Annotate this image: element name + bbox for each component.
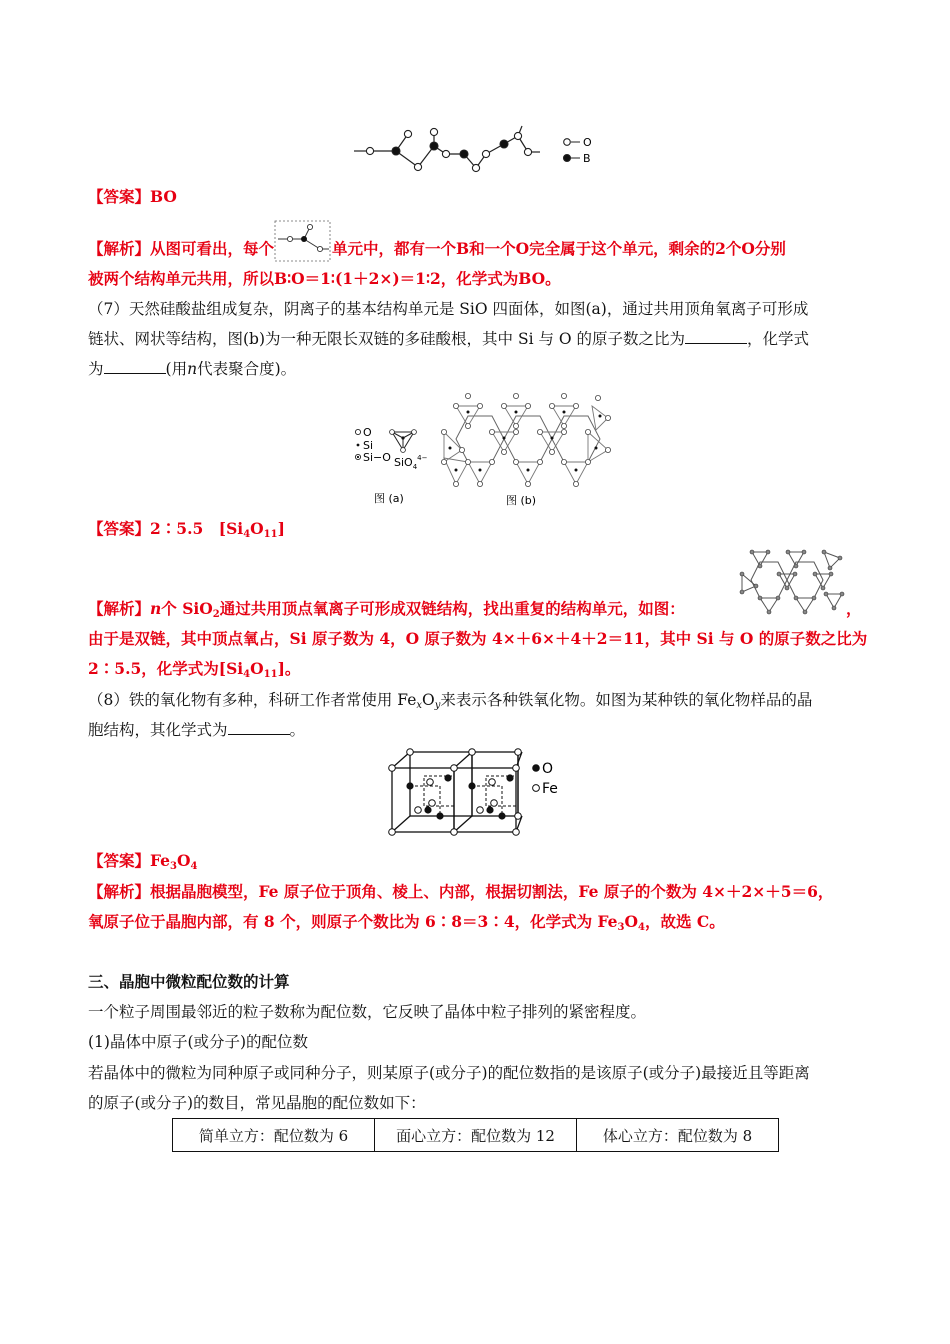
table-cell: 面心立方：配位数为 12 (375, 1119, 577, 1152)
answer-blank[interactable] (685, 328, 747, 344)
q7-text-line3: 为 (用n代表聚合度)。 (88, 360, 297, 378)
legend-o-label: O (363, 426, 372, 439)
iron-oxide-cell-figure (388, 748, 568, 840)
legend-o-label: O (583, 136, 592, 149)
q8-answer: 【答案】$Fe_3O_4$ (88, 851, 198, 872)
q6-analysis-line1: 【解析】从图可看出，每个 单元中，都有一个B和一个O完全属于这个单元，剩余的2个O分别 (88, 234, 864, 265)
sio4-label: SiO$_4^{4-}$ (394, 454, 428, 471)
subsection-heading: (1)晶体中原子(或分子)的配位数 (88, 1033, 309, 1051)
silicate-figure-a (352, 420, 442, 508)
section-paragraph: 一个粒子周围最邻近的粒子数称为配位数，它反映了晶体中粒子排列的紧密程度。 (88, 1003, 647, 1021)
legend-o-label: O (542, 761, 554, 777)
q7-answer: 【答案】2∶5.5 $[Si_4O_{11}]$ (88, 519, 285, 540)
table-cell: 简单立方：配位数为 6 (173, 1119, 375, 1152)
q8-text-line2: 胞结构，其化学式为 。 (88, 721, 306, 739)
table-row (173, 1119, 779, 1152)
coordination-table (172, 1118, 779, 1152)
q7-analysis-line3: 2∶5.5，化学式为$[Si_4O_{11}]$。 (88, 659, 301, 680)
borate-chain-figure (352, 124, 602, 180)
q6-answer: 【答案】BO (88, 187, 177, 206)
legend-si-label: Si (363, 439, 374, 452)
q7-text-line1: （7）天然硅酸盐组成复杂，阴离子的基本结构单元是 SiO 四面体，如图(a)，通过共用顶角氧离子可形成 (88, 300, 809, 318)
legend-b-label: B (583, 152, 591, 165)
q7-analysis-line2: 由于是双链，其中顶点氧占，Si 原子数为 4，O 原子数为 4×＋6×＋4＋2＝11，其中 Si 与 O 的原子数之比为 (88, 629, 868, 648)
section-heading: 三、晶胞中微粒配位数的计算 (88, 972, 290, 991)
q6-analysis-line2: 被两个结构单元共用，所以B∶O＝1∶(1＋2×)＝1∶2，化学式为BO。 (88, 269, 561, 288)
answer-blank[interactable] (228, 719, 290, 735)
table-cell: 体心立方：配位数为 8 (577, 1119, 779, 1152)
silicate-figure-b (438, 392, 614, 508)
borate-unit-inline-figure (274, 227, 332, 257)
figure-b-caption: 图 (b) (506, 494, 537, 507)
q8-analysis-line1: 【解析】根据晶胞模型，Fe 原子位于顶角、棱上、内部，根据切割法，Fe 原子的个数为 4×＋2×＋5＝6， (88, 882, 834, 901)
section-paragraph: 的原子(或分子)的数目，常见晶胞的配位数如下： (88, 1094, 426, 1112)
q7-text-line2: 链状、网状等结构，图(b)为一种无限长双链的多硅酸根，其中 Si 与 O 的原子数之比为 ，化学式 (88, 330, 810, 348)
section-paragraph: 若晶体中的微粒为同种原子或同种分子，则某原子(或分子)的配位数指的是该原子(或分子)最接近且等距离 (88, 1064, 810, 1082)
figure-a-caption: 图 (a) (374, 492, 404, 505)
answer-blank[interactable] (104, 358, 166, 374)
legend-fe-label: Fe (542, 781, 558, 797)
q8-text-line1: （8）铁的氧化物有多种，科研工作者常使用 $Fe_xO_y$来表示各种铁氧化物。如图为某种铁的氧化物样品的晶 (88, 691, 813, 711)
legend-sio-label: Si−O (363, 451, 391, 464)
q7-analysis-line1: 【解析】n个 SiO$_2$通过共用顶点氧离子可形成双链结构，找出重复的结构单元，如图： ， (88, 599, 862, 620)
q8-analysis-line2: 氧原子位于晶胞内部，有 8 个，则原子个数比为 6∶8＝3∶4，化学式为 $Fe_3O_4$，故选 C。 (88, 912, 725, 933)
